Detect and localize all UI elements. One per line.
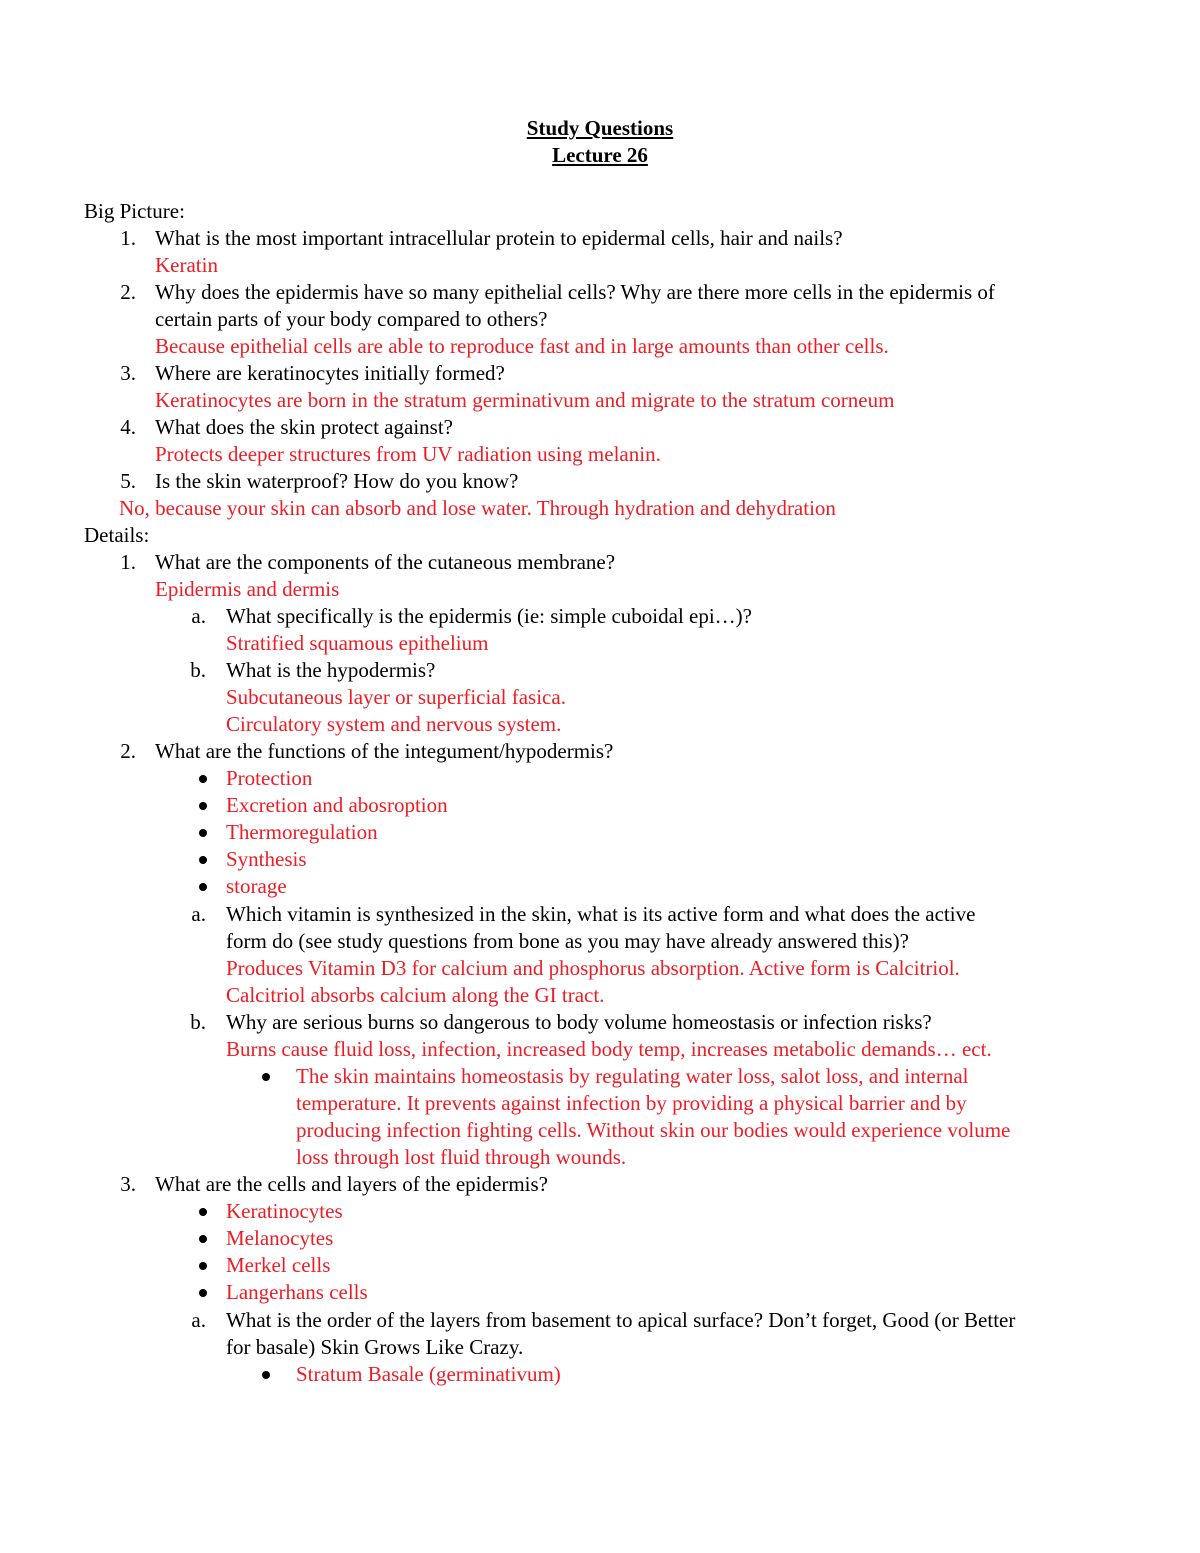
bullet-icon [199,1262,207,1270]
question-number: 1. [120,226,136,250]
question-number: 2. [120,739,136,763]
answer-text: Burns cause fluid loss, infection, increased body temp, increases metabolic demands… ect. [226,1037,992,1061]
list-item: Melanocytes [226,1226,334,1250]
question-number: 2. [120,280,136,304]
answer-text: The skin maintains homeostasis by regulating water loss, salot loss, and internal [296,1064,969,1088]
bullet-icon [199,802,207,810]
bullet-icon [199,883,207,891]
sub-question-letter: a. [191,1308,206,1332]
question-text: What are the functions of the integument/hypodermis? [155,739,614,763]
sub-question-letter: b. [190,1010,206,1034]
answer-text: Protects deeper structures from UV radiation using melanin. [155,442,661,466]
question-number: 4. [120,415,136,439]
big-picture-heading: Big Picture: [84,199,185,223]
question-text: What does the skin protect against? [155,415,453,439]
bullet-icon [199,1235,207,1243]
list-item: Merkel cells [226,1253,331,1277]
list-item: Excretion and abosroption [226,793,448,817]
question-text: Where are keratinocytes initially formed? [155,361,505,385]
question-number: 5. [120,469,136,493]
sub-question-text: Why are serious burns so dangerous to body volume homeostasis or infection risks? [226,1010,932,1034]
list-item: Protection [226,766,313,790]
details-heading: Details: [84,523,150,547]
bullet-icon [199,829,207,837]
bullet-icon [199,1208,207,1216]
list-item: Thermoregulation [226,820,378,844]
bullet-icon [199,775,207,783]
question-text: What are the cells and layers of the epidermis? [155,1172,548,1196]
bullet-icon [199,856,207,864]
answer-text: Because epithelial cells are able to reproduce fast and in large amounts than other cells. [155,334,889,358]
sub-question-text: Which vitamin is synthesized in the skin, what is its active form and what does the active [226,902,976,926]
answer-text: Circulatory system and nervous system. [226,712,562,736]
question-text: What is the most important intracellular protein to epidermal cells, hair and nails? [155,226,843,250]
answer-text: Keratinocytes are born in the stratum germinativum and migrate to the stratum corneum [155,388,895,412]
page-subtitle: Lecture 26 [552,143,648,167]
sub-question-text: What is the order of the layers from basement to apical surface? Don’t forget, Good (or Better [226,1308,1016,1332]
answer-text: Produces Vitamin D3 for calcium and phosphorus absorption. Active form is Calcitriol. [226,956,960,980]
bullet-icon [262,1073,270,1081]
question-text: Is the skin waterproof? How do you know? [155,469,519,493]
list-item: Stratum Basale (germinativum) [296,1362,561,1386]
sub-question-letter: a. [191,604,206,628]
answer-text: Stratified squamous epithelium [226,631,489,655]
list-item: Synthesis [226,847,307,871]
sub-question-text: What specifically is the epidermis (ie: simple cuboidal epi…)? [226,604,752,628]
page-title: Study Questions [526,116,674,140]
sub-question-letter: b. [190,658,206,682]
question-number: 3. [120,1172,136,1196]
answer-text: temperature. It prevents against infection by providing a physical barrier and by [296,1091,967,1115]
question-number: 1. [120,550,136,574]
bullet-icon [199,1289,207,1297]
question-text: What are the components of the cutaneous membrane? [155,550,616,574]
answer-text: No, because your skin can absorb and lose water. Through hydration and dehydration [119,496,836,520]
question-text: certain parts of your body compared to others? [155,307,548,331]
bullet-icon [262,1371,270,1379]
list-item: Langerhans cells [226,1280,368,1304]
answer-text: Calcitriol absorbs calcium along the GI tract. [226,983,605,1007]
sub-question-letter: a. [191,902,206,926]
answer-text: loss through lost fluid through wounds. [296,1145,627,1169]
list-item: Keratinocytes [226,1199,343,1223]
answer-text: Subcutaneous layer or superficial fasica. [226,685,566,709]
question-number: 3. [120,361,136,385]
answer-text: Epidermis and dermis [155,577,340,601]
list-item: storage [226,874,287,898]
sub-question-text: form do (see study questions from bone as you may have already answered this)? [226,929,909,953]
answer-text: Keratin [155,253,218,277]
sub-question-text: What is the hypodermis? [226,658,436,682]
question-text: Why does the epidermis have so many epithelial cells? Why are there more cells in the epidermis of [155,280,995,304]
sub-question-text: for basale) Skin Grows Like Crazy. [226,1335,524,1359]
answer-text: producing infection fighting cells. Without skin our bodies would experience volume [296,1118,1011,1142]
